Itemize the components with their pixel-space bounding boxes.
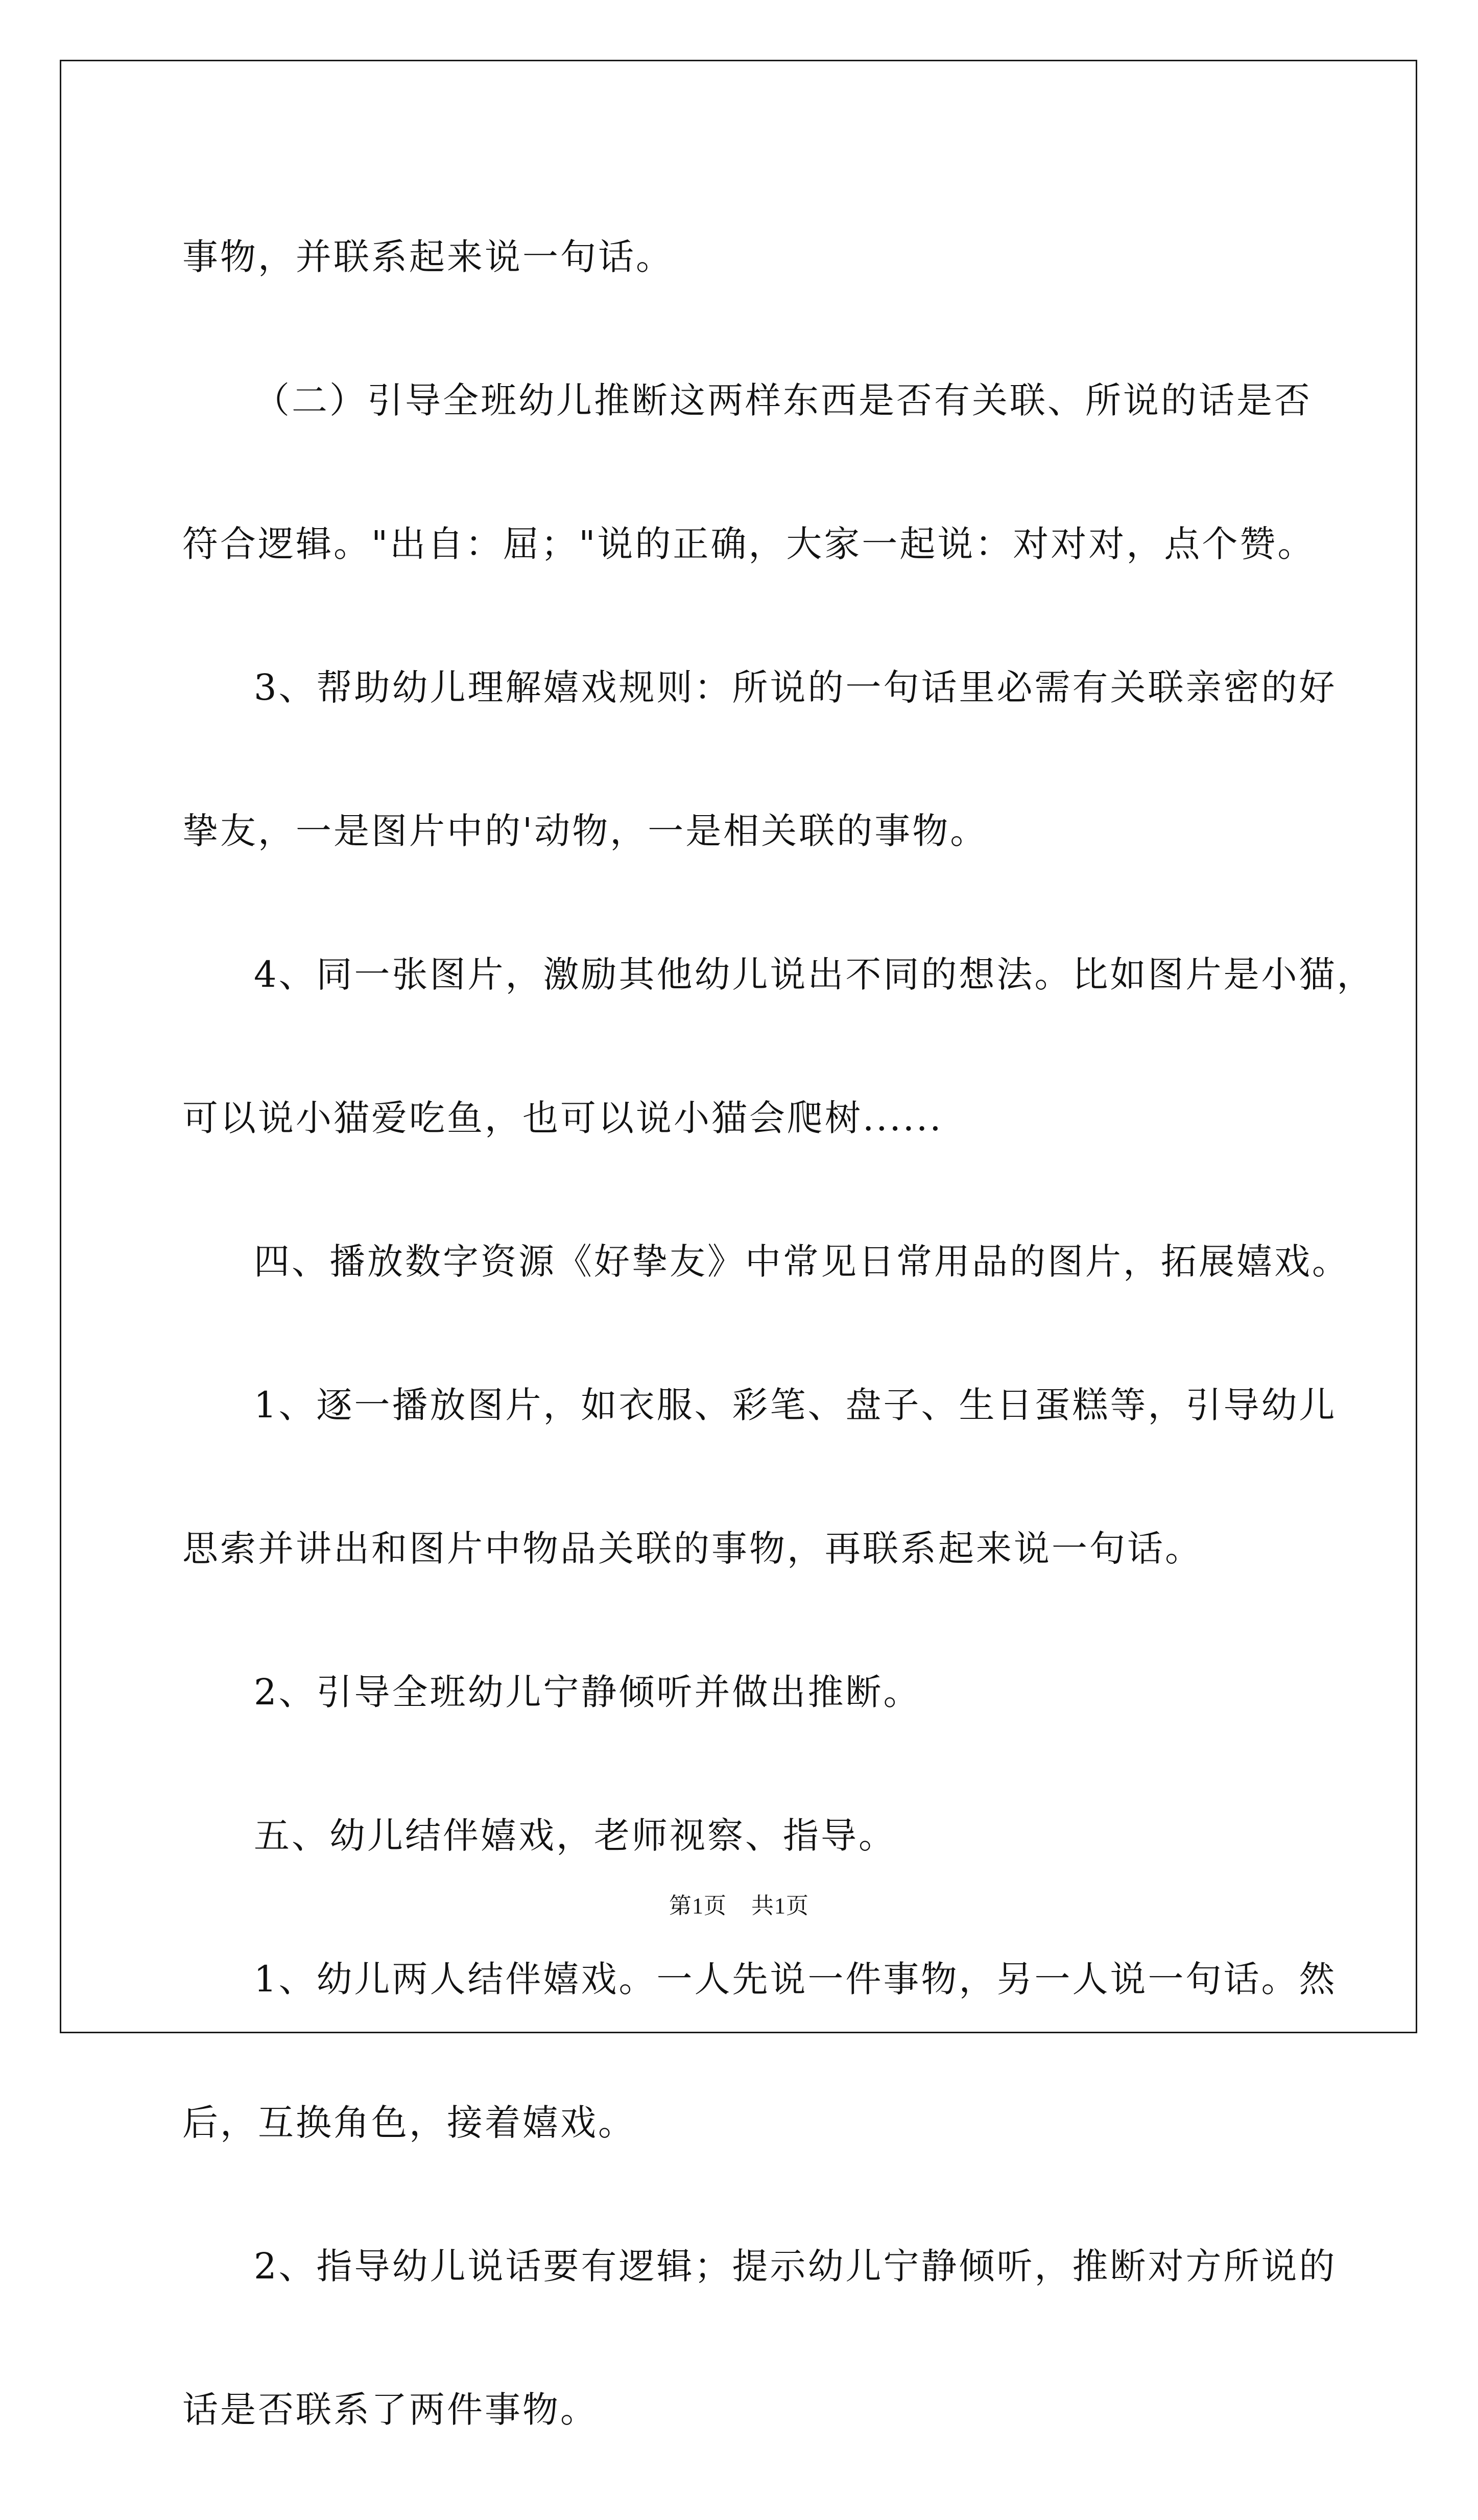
paragraph-line: 五、幼儿结伴嬉戏，老师视察、指导。	[254, 1815, 896, 1857]
paragraph-line: 2、引导全班幼儿宁静倾听并做出推断。	[254, 1671, 921, 1713]
paragraph-line: 思索并讲出和图片中物品关联的事物，再联系起来说一句话。	[182, 1528, 1203, 1570]
paragraph-line: 符合逻辑。"出自：屈；"说的正确，大家一起说：对对对，点个赞。	[182, 523, 1316, 565]
paragraph-line: 4、同一张图片，激励其他幼儿说出不同的想法。比如图片是小猫，	[254, 954, 1375, 995]
paragraph-line: 3、帮助幼儿理解嬉戏规则：所说的一句话里必需有关联亲密的好	[254, 667, 1337, 708]
page-total: 共1页	[751, 1893, 809, 1918]
paragraph-line: 事物，并联系起来说一句话。	[182, 236, 674, 278]
paragraph-line: 挚友，一是图片中的'动物，一是相关联的事物。	[182, 810, 988, 852]
paragraph-line: 2、指导幼儿说话要有逻辑；提示幼儿宁静倾听，推断对方所说的	[254, 2245, 1337, 2287]
paragraph-line: （二）引导全班幼儿推断这两样东西是否有关联、所说的话是否	[254, 379, 1312, 421]
paragraph-line: 1、幼儿两人结伴嬉戏。一人先说一件事物，另一人说一句话。然	[254, 1958, 1337, 2000]
paragraph-line: 后，互换角色，接着嬉戏。	[182, 2102, 636, 2144]
page-number: 第1页	[669, 1893, 727, 1918]
page-footer	[0, 1887, 1478, 1920]
paragraph-line: 可以说小猫爱吃鱼，也可以说小猫会爬树......	[182, 1097, 943, 1139]
document-body	[182, 188, 1375, 2520]
paragraph-line: 四、播放数字资源《好挚友》中常见日常用品的图片，拓展嬉戏。	[254, 1241, 1350, 1282]
paragraph-line: 话是否联系了两件事物。	[182, 2389, 598, 2431]
paragraph-line: 1、逐一播放图片，如衣服、彩笔、盘子、生日蛋糕等，引导幼儿	[254, 1384, 1337, 1426]
